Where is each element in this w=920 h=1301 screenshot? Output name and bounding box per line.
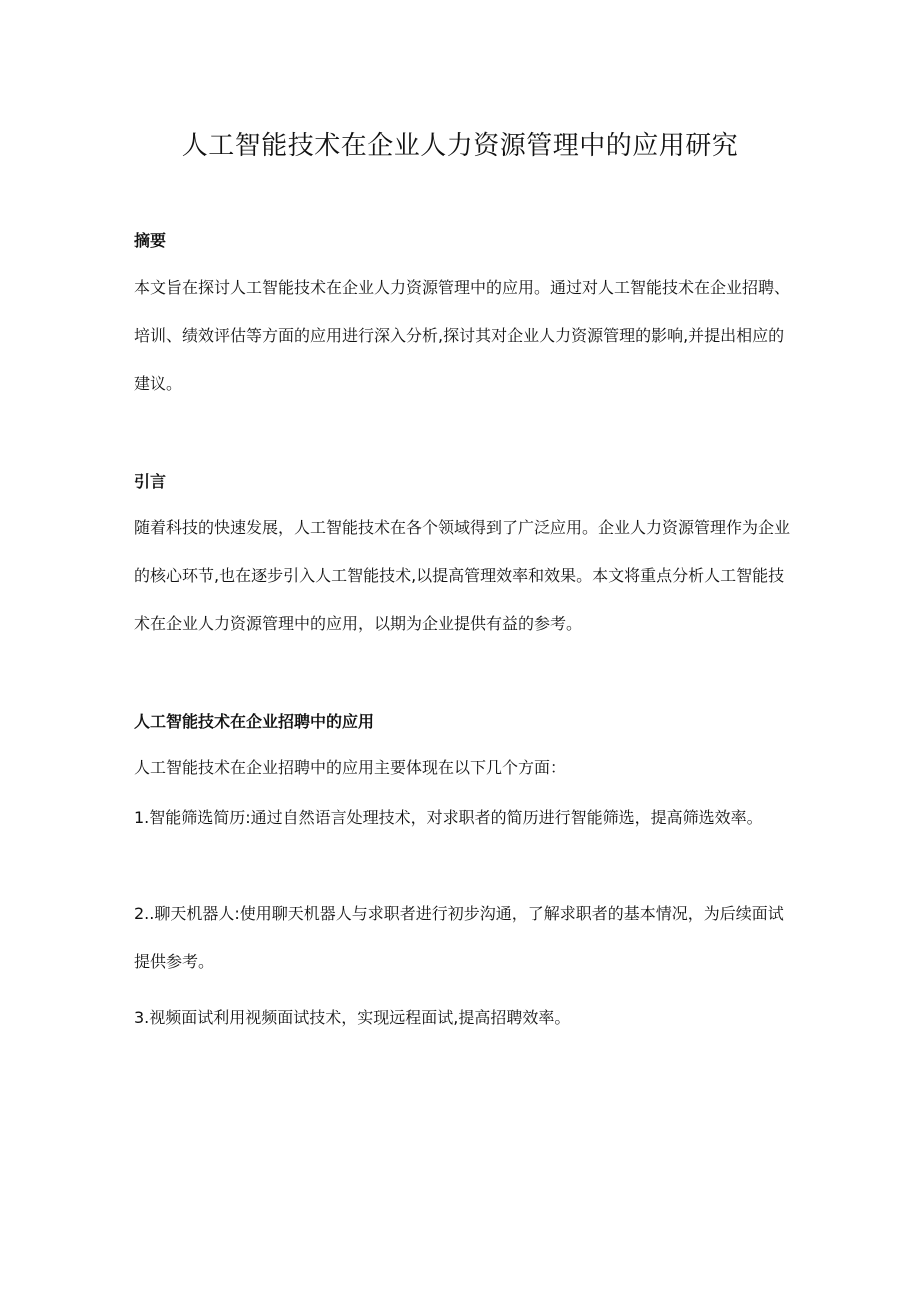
- recruitment-item-3: 3.视频面试利用视频面试技术，实现远程面试,提高招聘效率。: [134, 1008, 571, 1027]
- recruitment-heading: 人工智能技术在企业招聘中的应用: [134, 712, 375, 731]
- abstract-body: 本文旨在探讨人工智能技术在企业人力资源管理中的应用。通过对人工智能技术在企业招聘、培训、绩效评估等方面的应用进行深入分析,探讨其对企业人力资源管理的影响,并提出相应的建议。: [134, 278, 791, 393]
- document-title: 人工智能技术在企业人力资源管理中的应用研究: [181, 131, 739, 161]
- introduction-heading: 引言: [134, 472, 167, 491]
- recruitment-item-1: 1.智能筛选简历:通过自然语言处理技术，对求职者的简历进行智能筛选，提高筛选效率。: [134, 808, 763, 827]
- recruitment-item-2: 2..聊天机器人:使用聊天机器人与求职者进行初步沟通，了解求职者的基本情况，为后续面试提供参考。: [134, 904, 784, 971]
- introduction-body: 随着科技的快速发展，人工智能技术在各个领域得到了广泛应用。企业人力资源管理作为企业的核心环节,也在逐步引入人工智能技术,以提高管理效率和效果。本文将重点分析人工智能技术在企业人力资源管理中的应用，以期为企业提供有益的参考。: [134, 518, 791, 633]
- abstract-heading: 摘要: [134, 231, 167, 250]
- recruitment-intro: 人工智能技术在企业招聘中的应用主要体现在以下几个方面：: [134, 758, 567, 777]
